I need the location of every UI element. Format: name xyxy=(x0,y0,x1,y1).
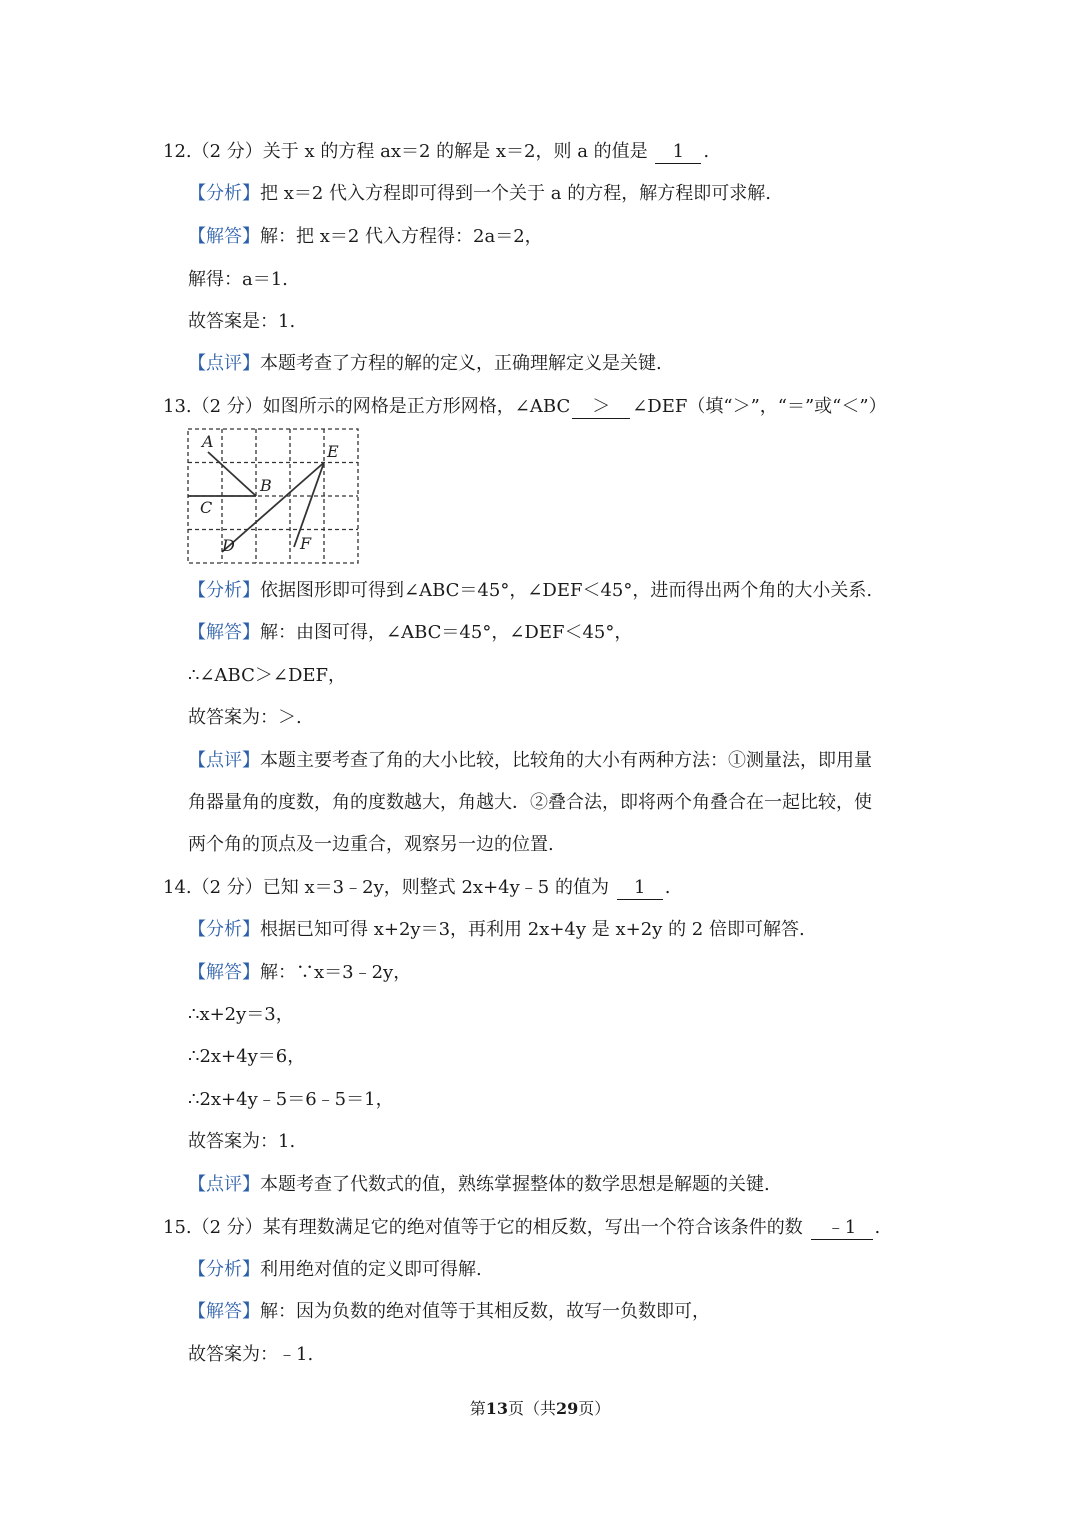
page-total: 29 xyxy=(556,1399,579,1418)
q13-analysis: 【分析】依据图形即可得到∠ABC＝45°，∠DEF＜45°，进而得出两个角的大小关系. xyxy=(188,580,873,601)
q13-review-line: 角器量角的度数，角的度数越大，角越大．②叠合法，即将两个角叠合在一起比较，使 xyxy=(188,792,872,813)
angle-grid-figure xyxy=(186,427,362,567)
q15-analysis: 【分析】利用绝对值的定义即可得解. xyxy=(188,1259,482,1280)
page-footer: 第13页（共29页） xyxy=(469,1399,611,1418)
q15-answer: ﹣1 xyxy=(811,1217,873,1240)
label-c: C xyxy=(200,498,213,517)
label-f: F xyxy=(300,534,312,553)
label-e: E xyxy=(327,442,339,461)
q12-analysis: 【分析】把 x＝2 代入方程即可得到一个关于 a 的方程，解方程即可求解. xyxy=(188,183,771,204)
q12-step: 解得：a＝1. xyxy=(188,269,288,290)
q14-stem: 14.（2 分）已知 x＝3﹣2y，则整式 2x+4y﹣5 的值为 1 . xyxy=(163,877,671,898)
q14-answer: 1 xyxy=(617,877,663,900)
q14-review: 【点评】本题考查了代数式的值，熟练掌握整体的数学思想是解题的关键. xyxy=(188,1174,770,1195)
q13-answer: ＞ xyxy=(572,396,630,419)
q14-solution: 【解答】解：∵x＝3﹣2y， xyxy=(188,962,412,983)
q15-stem: 15.（2 分）某有理数满足它的绝对值等于它的相反数，写出一个符合该条件的数 ﹣1 . xyxy=(163,1217,881,1238)
q14-step: ∴x+2y＝3， xyxy=(188,1004,294,1025)
label-d: D xyxy=(222,536,235,555)
q13-review: 【点评】本题主要考查了角的大小比较，比较角的大小有两种方法：①测量法，即用量 xyxy=(188,750,872,771)
label-b: B xyxy=(260,476,272,495)
q12-review: 【点评】本题考查了方程的解的定义，正确理解定义是关键. xyxy=(188,353,662,374)
q12-solution: 【解答】解：把 x＝2 代入方程得：2a＝2， xyxy=(188,226,543,247)
q13-review-line: 两个角的顶点及一边重合，观察另一边的位置. xyxy=(188,834,554,855)
q13-stem: 13.（2 分）如图所示的网格是正方形网格，∠ABC ＞ ∠DEF（填“＞”，“＝”或“＜”） xyxy=(163,396,887,417)
label-a: A xyxy=(202,432,214,451)
segment-ba xyxy=(208,452,256,496)
q14-step: ∴2x+4y﹣5＝6﹣5＝1， xyxy=(188,1089,394,1110)
q14-analysis: 【分析】根据已知可得 x+2y＝3，再利用 2x+4y 是 x+2y 的 2 倍即可解答. xyxy=(188,919,805,940)
q13-step: ∴∠ABC＞∠DEF， xyxy=(188,665,347,686)
q14-step: 故答案为：1. xyxy=(188,1131,296,1152)
q15-solution: 【解答】解：因为负数的绝对值等于其相反数，故写一负数即可， xyxy=(188,1301,710,1322)
q12-answer: 1 xyxy=(655,141,701,164)
q12-step: 故答案是：1. xyxy=(188,311,296,332)
q13-step: 故答案为：＞. xyxy=(188,707,302,728)
q14-step: ∴2x+4y＝6， xyxy=(188,1046,306,1067)
q13-solution: 【解答】解：由图可得，∠ABC＝45°，∠DEF＜45°， xyxy=(188,622,633,643)
page-number: 13 xyxy=(485,1399,508,1418)
q15-step: 故答案为：﹣1. xyxy=(188,1344,314,1365)
q12-stem: 12.（2 分）关于 x 的方程 ax＝2 的解是 x＝2，则 a 的值是 1 . xyxy=(163,141,710,162)
